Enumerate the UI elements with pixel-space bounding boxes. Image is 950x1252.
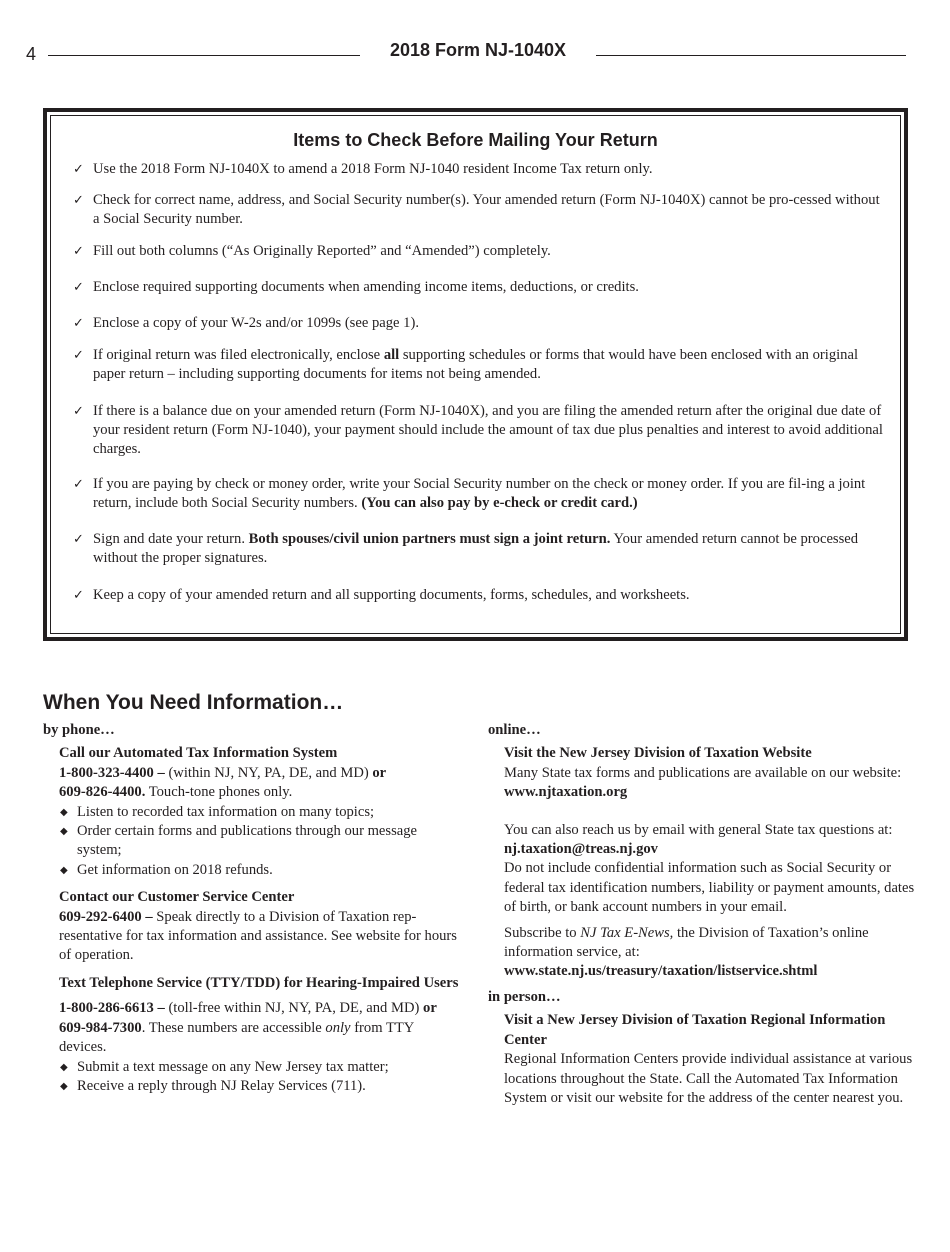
online-block — [504, 744, 918, 981]
diamond-bullet-icon: ◆ — [60, 864, 68, 876]
checklist-item — [73, 160, 883, 179]
by-phone-label: by phone… — [43, 722, 115, 738]
checklist-item — [73, 346, 883, 384]
checkmark-icon: ✓ — [73, 588, 84, 603]
checkmark-icon: ✓ — [73, 404, 84, 419]
website-text: Many State tax forms and publications are available on our website: www.njtaxation.org — [504, 764, 902, 801]
ats-heading: Call our Automated Tax Information System — [59, 745, 338, 762]
checklist-item-text: Sign and date your return. Both spouses/civil union partners must sign a joint return. Your amended return cannot be processed without the proper signatures. — [93, 531, 859, 566]
info-section-title: When You Need Information… — [43, 691, 344, 714]
regional-center-heading: Visit a New Jersey Division of Taxation Regional Information Center — [504, 1012, 886, 1048]
checklist-box — [43, 108, 908, 641]
tty-heading: Text Telephone Service (TTY/TDD) for Hearing-Impaired Users — [59, 974, 459, 991]
checklist-item-text: Use the 2018 Form NJ-1040X to amend a 2018 Form NJ-1040 resident Income Tax return only. — [93, 161, 653, 177]
checklist-item-text: Check for correct name, address, and Social Security number(s). Your amended return (Form NJ-1040X) cannot be pro-cessed without a Social Security number. — [93, 192, 880, 227]
checklist-item — [73, 191, 883, 229]
info-column-online — [488, 721, 918, 1108]
form-title: 2018 Form NJ-1040X — [389, 40, 567, 60]
tty-text: 1-800-286-6613 – (toll-free within NJ, NY, PA, DE, and MD) or 609-984-7300. These numbers are accessible only from TTY devices. — [59, 1000, 437, 1056]
page-header — [0, 38, 950, 68]
checkmark-icon: ✓ — [73, 162, 84, 177]
ats-text: 1-800-323-4400 – (within NJ, NY, PA, DE, and MD) or 609-826-4400. Touch-tone phones only. — [59, 764, 387, 801]
checkmark-icon: ✓ — [73, 316, 84, 331]
listservice-link[interactable]: www.state.nj.us/treasury/taxation/listservice.shtml — [504, 963, 818, 980]
checklist-item-text: If you are paying by check or money order, write your Social Security number on the check or money order. If you are fil-ing a joint return, include both Social Security numbers. (You can also pay by e-check or credit card.) — [93, 476, 866, 511]
checkmark-icon: ✓ — [73, 193, 84, 208]
checklist-item — [73, 402, 883, 459]
tty-number-alt: or 609-984-7300 — [59, 1000, 437, 1036]
csc-text: 609-292-6400 – Speak directly to a Division of Taxation rep-resentative for tax information and assistance. See website for hours of operation. — [59, 908, 457, 964]
website-link[interactable]: www.njtaxation.org — [504, 784, 628, 801]
website-heading: Visit the New Jersey Division of Taxation Website — [504, 745, 812, 762]
diamond-bullet-icon: ◆ — [60, 1061, 68, 1073]
checkmark-icon: ✓ — [73, 532, 84, 547]
list-item: ◆ Receive a reply through NJ Relay Services (711). — [59, 1077, 463, 1096]
page-number: 4 — [26, 44, 37, 64]
checklist-item-text: If original return was filed electronically, enclose all supporting schedules or forms that would have been enclosed with an original paper return – including supporting documents for items not being amended. — [93, 347, 859, 382]
diamond-bullet-icon: ◆ — [60, 826, 68, 838]
email-text: You can also reach us by email with general State tax questions at: nj.taxation@treas.nj.gov — [504, 821, 893, 858]
list-item: ◆ Order certain forms and publications through our message system; — [60, 823, 418, 859]
header-rule-right — [596, 55, 906, 56]
checklist-item — [73, 530, 883, 568]
regional-center-text: Regional Information Centers provide individual assistance at various locations throughout the State. Call the Automated Tax Information System or visit our website for the address of the center nearest you. — [504, 1051, 913, 1106]
email-link[interactable]: nj.taxation@treas.nj.gov — [504, 841, 658, 858]
in-person-block — [504, 1011, 918, 1108]
csc-block — [59, 888, 463, 1057]
subscribe-text: Subscribe to NJ Tax E-News, the Division of Taxation’s online information service, at: — [504, 924, 869, 961]
checklist-item — [73, 475, 883, 513]
tty-number: 1-800-286-6613 – — [59, 1000, 165, 1017]
online-label: online… — [488, 722, 541, 738]
checklist-item — [73, 314, 883, 333]
checkmark-icon: ✓ — [73, 280, 84, 295]
checklist-item-text: Keep a copy of your amended return and all supporting documents, forms, schedules, and worksheets. — [93, 587, 690, 603]
csc-heading: Contact our Customer Service Center — [59, 889, 295, 906]
checkmark-icon: ✓ — [73, 244, 84, 259]
in-person-label: in person… — [488, 988, 561, 1005]
info-column-phone — [43, 721, 463, 1096]
ats-bullet-list — [43, 803, 463, 881]
tty-bullet-list — [43, 1058, 463, 1097]
ats-block — [59, 744, 463, 802]
checklist-item-text: If there is a balance due on your amended return (Form NJ-1040X), and you are filing the amended return after the original due date of your resident return (Form NJ-1040), your payment should include the amount of tax due plus penalties and interest to avoid additional charges. — [93, 403, 883, 457]
checkmark-icon: ✓ — [73, 348, 84, 363]
ats-number-alt: 609-826-4400. — [59, 784, 146, 801]
checkmark-icon: ✓ — [73, 477, 84, 492]
checklist-title: Items to Check Before Mailing Your Return — [293, 130, 658, 150]
csc-number: 609-292-6400 – — [59, 908, 153, 925]
list-item: ◆ Submit a text message on any New Jersey tax matter; — [59, 1058, 463, 1077]
checklist-item — [73, 586, 883, 605]
list-item: ◆ Get information on 2018 refunds. — [59, 861, 463, 880]
checklist-item-text: Fill out both columns (“As Originally Reported” and “Amended”) completely. — [93, 243, 551, 259]
checklist-item — [73, 278, 883, 297]
checklist-item-text: Enclose a copy of your W-2s and/or 1099s (see page 1). — [93, 315, 419, 331]
checklist-item — [73, 242, 883, 261]
diamond-bullet-icon: ◆ — [60, 806, 68, 818]
diamond-bullet-icon: ◆ — [60, 1080, 68, 1092]
checklist-item-text: Enclose required supporting documents when amending income items, deductions, or credits. — [93, 279, 639, 295]
list-item: ◆ Listen to recorded tax information on many topics; — [59, 803, 463, 822]
email-warning: Do not include confidential information such as Social Security or federal tax identification numbers, liability or payment amounts, dates of birth, or bank account numbers in your email. — [504, 860, 915, 916]
header-rule-left — [48, 55, 360, 56]
ats-number: 1-800-323-4400 – — [59, 764, 165, 781]
